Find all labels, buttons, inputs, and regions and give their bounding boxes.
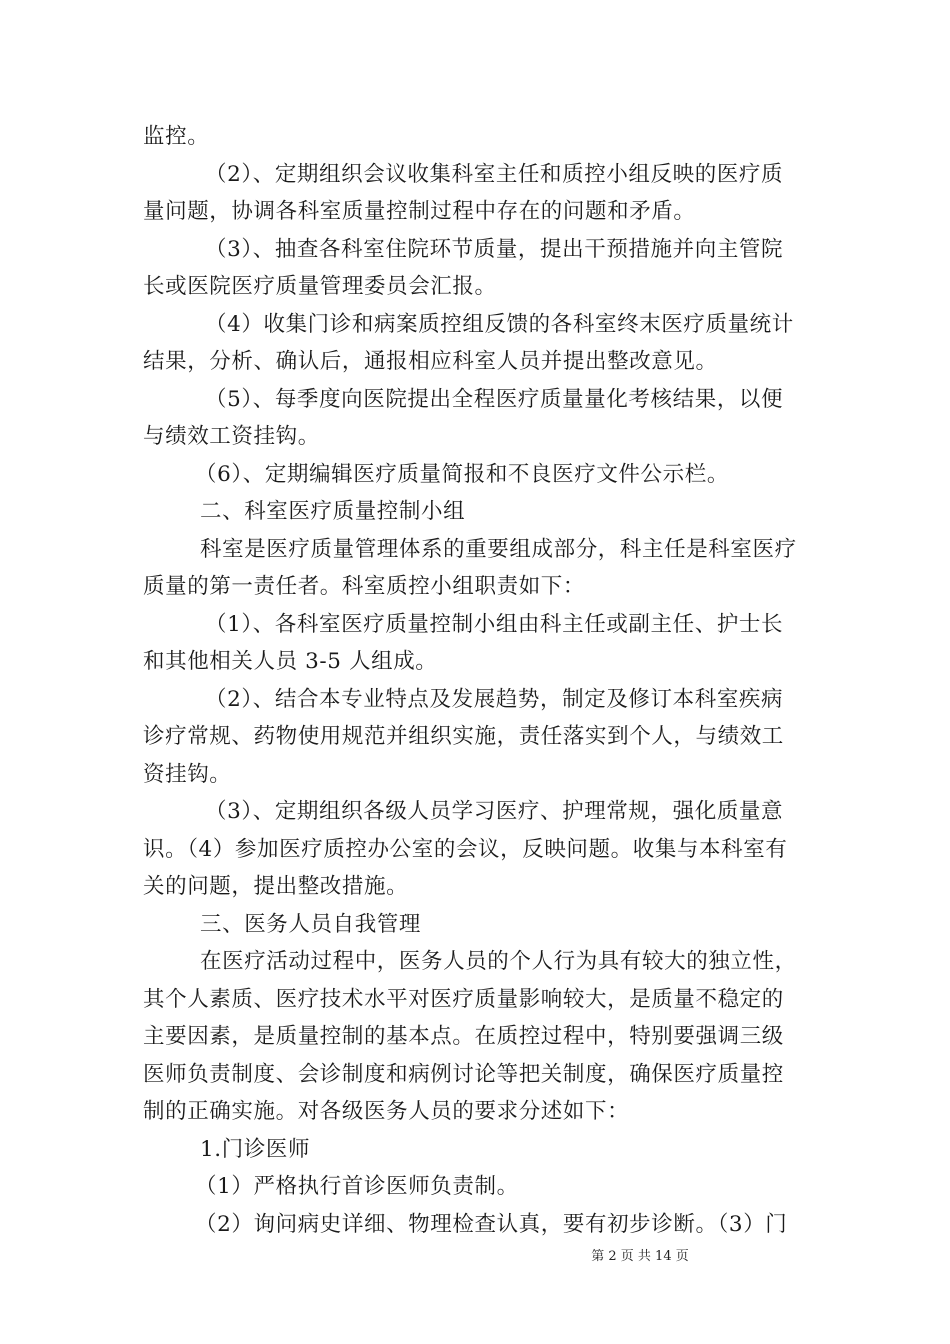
text-line: 长或医院医疗质量管理委员会汇报。 bbox=[143, 274, 497, 299]
text-line: （1）、各科室医疗质量控制小组由科主任或副主任、护士长 bbox=[205, 611, 784, 637]
text-line: （2）、定期组织会议收集科室主任和质控小组反映的医疗质 bbox=[205, 161, 784, 187]
text-line: 三、医务人员自我管理 bbox=[200, 911, 422, 937]
text-line: 1.门诊医师 bbox=[200, 1136, 311, 1162]
text-line: 其个人素质、医疗技术水平对医疗质量影响较大，是质量不稳定的 bbox=[143, 986, 784, 1012]
text-line: 量问题，协调各科室质量控制过程中存在的问题和矛盾。 bbox=[143, 199, 696, 224]
text-line: 制的正确实施。对各级医务人员的要求分述如下： bbox=[143, 1099, 630, 1124]
text-line: 诊疗常规、药物使用规范并组织实施，责任落实到个人，与绩效工 bbox=[143, 724, 784, 749]
text-line: 在医疗活动过程中，医务人员的个人行为具有较大的独立性， bbox=[200, 949, 797, 974]
text-line: 与绩效工资挂钩。 bbox=[143, 424, 320, 449]
text-line: （5）、每季度向医院提出全程医疗质量量化考核结果，以便 bbox=[205, 386, 784, 412]
text-line: 医师负责制度、会诊制度和病例讨论等把关制度，确保医疗质量控 bbox=[143, 1061, 784, 1087]
text-line: 监控。 bbox=[143, 124, 210, 149]
text-line: 二、科室医疗质量控制小组 bbox=[200, 499, 466, 524]
text-line: 关的问题，提出整改措施。 bbox=[143, 874, 409, 899]
text-line: （6）、定期编辑医疗质量简报和不良医疗文件公示栏。 bbox=[195, 461, 729, 487]
text-line: （1）严格执行首诊医师负责制。 bbox=[195, 1174, 519, 1199]
text-line: 结果，分析、确认后，通报相应科室人员并提出整改意见。 bbox=[143, 349, 718, 374]
text-line: （2）、结合本专业特点及发展趋势，制定及修订本科室疾病 bbox=[205, 686, 784, 712]
text-line: 识。（4）参加医疗质控办公室的会议，反映问题。收集与本科室有 bbox=[143, 836, 788, 862]
page-footer: 第 2 页 共 14 页 bbox=[591, 1249, 689, 1264]
text-line: 科室是医疗质量管理体系的重要组成部分，科主任是科室医疗 bbox=[200, 536, 797, 562]
text-line: 主要因素，是质量控制的基本点。在质控过程中，特别要强调三级 bbox=[143, 1024, 784, 1049]
text-line: （3）、抽查各科室住院环节质量，提出干预措施并向主管院 bbox=[205, 236, 784, 262]
document-body bbox=[143, 118, 808, 1243]
text-line: （3）、定期组织各级人员学习医疗、护理常规，强化质量意 bbox=[205, 799, 784, 824]
text-line: 资挂钩。 bbox=[143, 761, 232, 787]
text-line: 质量的第一责任者。科室质控小组职责如下： bbox=[143, 574, 586, 599]
text-line: 和其他相关人员 3-5 人组成。 bbox=[143, 649, 438, 674]
text-line: （2）询问病史详细、物理检查认真，要有初步诊断。（3）门 bbox=[195, 1211, 788, 1237]
text-line: （4）收集门诊和病案质控组反馈的各科室终末医疗质量统计 bbox=[205, 311, 794, 337]
